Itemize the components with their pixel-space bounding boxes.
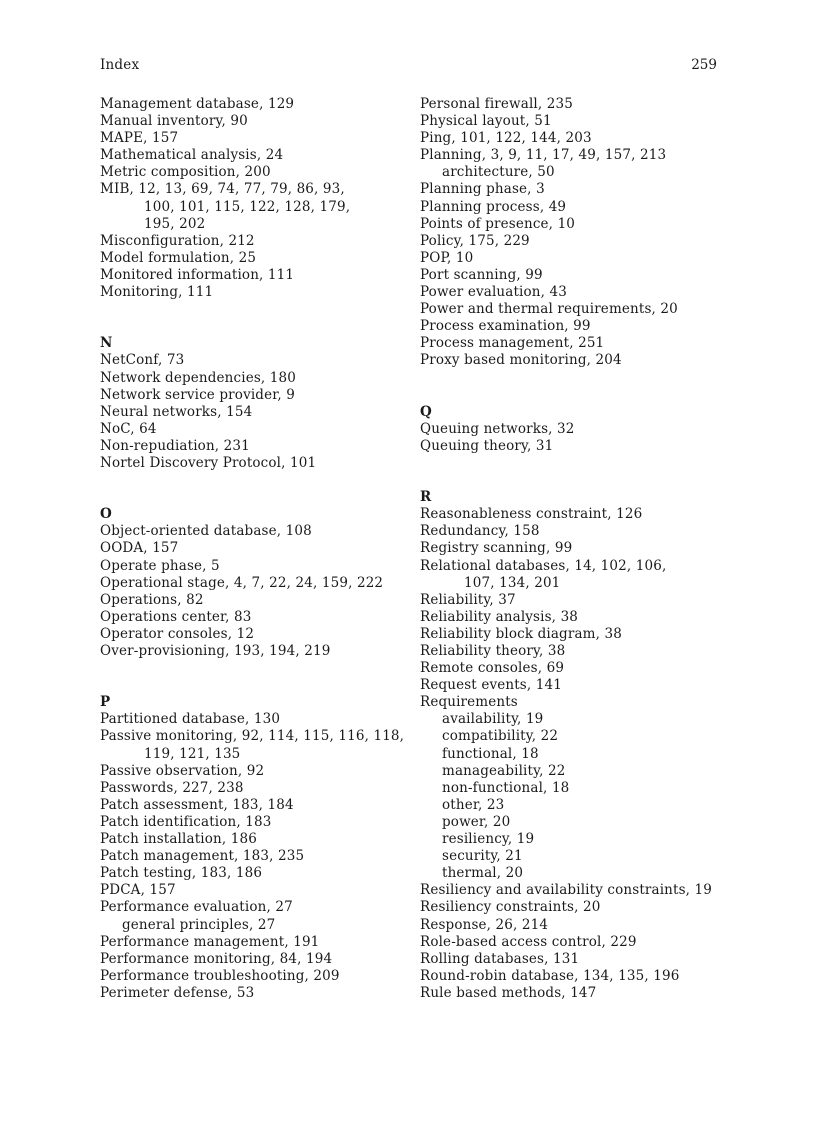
index-entry: Response, 26, 214 <box>420 916 549 933</box>
index-entry: MAPE, 157 <box>100 130 179 147</box>
index-entry-continuation: 107, 134, 201 <box>464 574 561 591</box>
running-header <box>100 57 717 77</box>
index-entry: Request events, 141 <box>420 677 562 694</box>
index-subentry: non-functional, 18 <box>442 779 570 796</box>
index-entry: Relational databases, 14, 102, 106, <box>420 557 667 574</box>
index-subentry: power, 20 <box>442 813 511 830</box>
index-entry: Model formulation, 25 <box>100 249 257 266</box>
index-subentry: compatibility, 22 <box>442 728 559 745</box>
index-entry: Registry scanning, 99 <box>420 540 573 557</box>
index-entry: Reasonableness constraint, 126 <box>420 506 643 523</box>
index-column-right <box>420 96 720 1002</box>
index-entry: Passive observation, 92 <box>100 762 265 779</box>
index-entry: Nortel Discovery Protocol, 101 <box>100 454 317 471</box>
index-entry: Proxy based monitoring, 204 <box>420 352 622 369</box>
index-entry: Performance evaluation, 27 <box>100 899 293 916</box>
index-entry: Misconfiguration, 212 <box>100 232 255 249</box>
header-title: Index <box>100 57 140 73</box>
index-entry: Planning, 3, 9, 11, 17, 49, 157, 213 <box>420 147 667 164</box>
index-entry: Reliability, 37 <box>420 591 516 608</box>
index-entry: Queuing theory, 31 <box>420 437 554 454</box>
section-letter-o: O <box>100 506 112 523</box>
index-entry: Requirements <box>420 694 518 711</box>
index-entry: Patch assessment, 183, 184 <box>100 796 294 813</box>
index-entry: PDCA, 157 <box>100 882 176 899</box>
section-letter-p: P <box>100 694 111 711</box>
index-entry: Operator consoles, 12 <box>100 625 255 642</box>
index-entry: Monitoring, 111 <box>100 284 214 301</box>
index-entry: Process examination, 99 <box>420 318 591 335</box>
index-subentry: other, 23 <box>442 796 505 813</box>
index-entry: NetConf, 73 <box>100 352 185 369</box>
section-letter-r: R <box>420 489 432 506</box>
section-letter-q: Q <box>420 403 432 420</box>
index-entry: Planning phase, 3 <box>420 181 545 198</box>
index-entry: Metric composition, 200 <box>100 164 271 181</box>
index-entry: Network service provider, 9 <box>100 386 295 403</box>
index-entry: Perimeter defense, 53 <box>100 984 255 1001</box>
index-entry: Remote consoles, 69 <box>420 660 565 677</box>
index-entry: Management database, 129 <box>100 96 295 112</box>
index-entry: Physical layout, 51 <box>420 113 552 130</box>
index-entry: Resiliency and availability constraints, 19 <box>420 882 713 899</box>
index-entry: Operations, 82 <box>100 591 204 608</box>
index-entry: Patch identification, 183 <box>100 813 272 830</box>
index-entry: Redundancy, 158 <box>420 523 540 540</box>
index-entry-continuation: 119, 121, 135 <box>144 745 241 762</box>
index-entry: Patch management, 183, 235 <box>100 848 305 865</box>
index-entry: Points of presence, 10 <box>420 215 576 232</box>
index-entry: Operations center, 83 <box>100 608 252 625</box>
index-entry: Power and thermal requirements, 20 <box>420 301 678 318</box>
index-entry: POP, 10 <box>420 249 474 266</box>
index-entry: MIB, 12, 13, 69, 74, 77, 79, 86, 93, <box>100 181 345 198</box>
index-subentry: functional, 18 <box>442 745 539 762</box>
index-subentry: thermal, 20 <box>442 865 524 882</box>
index-entry: Patch installation, 186 <box>100 831 257 848</box>
index-entry: Power evaluation, 43 <box>420 284 568 301</box>
index-subentry: availability, 19 <box>442 711 544 728</box>
index-entry: Object-oriented database, 108 <box>100 523 312 540</box>
index-entry: Process management, 251 <box>420 335 605 352</box>
index-entry: Patch testing, 183, 186 <box>100 865 263 882</box>
index-entry-continuation: 195, 202 <box>144 215 206 232</box>
index-subentry: manageability, 22 <box>442 762 566 779</box>
index-entry: Operate phase, 5 <box>100 557 220 574</box>
index-entry: Reliability theory, 38 <box>420 643 566 659</box>
index-entry: Mathematical analysis, 24 <box>100 147 284 164</box>
index-entry: Passwords, 227, 238 <box>100 779 244 796</box>
index-entry: Over-provisioning, 193, 194, 219 <box>100 643 331 659</box>
index-entry: Performance monitoring, 84, 194 <box>100 950 333 967</box>
page-number: 259 <box>691 57 717 73</box>
index-entry: Round-robin database, 134, 135, 196 <box>420 967 680 984</box>
index-subentry: resiliency, 19 <box>442 831 535 848</box>
index-entry: Rolling databases, 131 <box>420 950 580 967</box>
index-entry: Resiliency constraints, 20 <box>420 899 601 916</box>
index-entry: Personal firewall, 235 <box>420 96 573 112</box>
index-entry: Manual inventory, 90 <box>100 113 248 130</box>
index-entry: Performance troubleshooting, 209 <box>100 967 340 984</box>
index-subentry: security, 21 <box>442 848 523 865</box>
index-entry: Policy, 175, 229 <box>420 232 530 249</box>
index-entry: Neural networks, 154 <box>100 403 253 420</box>
section-letter-n: N <box>100 335 113 352</box>
index-entry: Performance management, 191 <box>100 933 320 950</box>
index-entry: Passive monitoring, 92, 114, 115, 116, 118, <box>100 728 405 745</box>
index-entry: Port scanning, 99 <box>420 266 543 283</box>
index-entry: OODA, 157 <box>100 540 179 557</box>
index-entry: Role-based access control, 229 <box>420 933 637 950</box>
index-entry: Reliability analysis, 38 <box>420 608 579 625</box>
index-entry: Queuing networks, 32 <box>420 420 575 437</box>
index-entry: Partitioned database, 130 <box>100 711 281 728</box>
index-entry: NoC, 64 <box>100 420 157 437</box>
index-entry: Operational stage, 4, 7, 22, 24, 159, 222 <box>100 574 384 591</box>
index-entry: Ping, 101, 122, 144, 203 <box>420 130 592 147</box>
index-entry: Rule based methods, 147 <box>420 984 597 1001</box>
index-entry: Network dependencies, 180 <box>100 369 297 386</box>
index-entry: Monitored information, 111 <box>100 266 295 283</box>
index-entry-continuation: 100, 101, 115, 122, 128, 179, <box>144 198 351 215</box>
index-entry: Reliability block diagram, 38 <box>420 625 622 642</box>
index-entry: Planning process, 49 <box>420 198 567 215</box>
index-subentry: architecture, 50 <box>442 164 555 181</box>
index-column-left <box>100 96 430 1002</box>
index-subentry: general principles, 27 <box>122 916 276 933</box>
index-entry: Non-repudiation, 231 <box>100 437 250 454</box>
